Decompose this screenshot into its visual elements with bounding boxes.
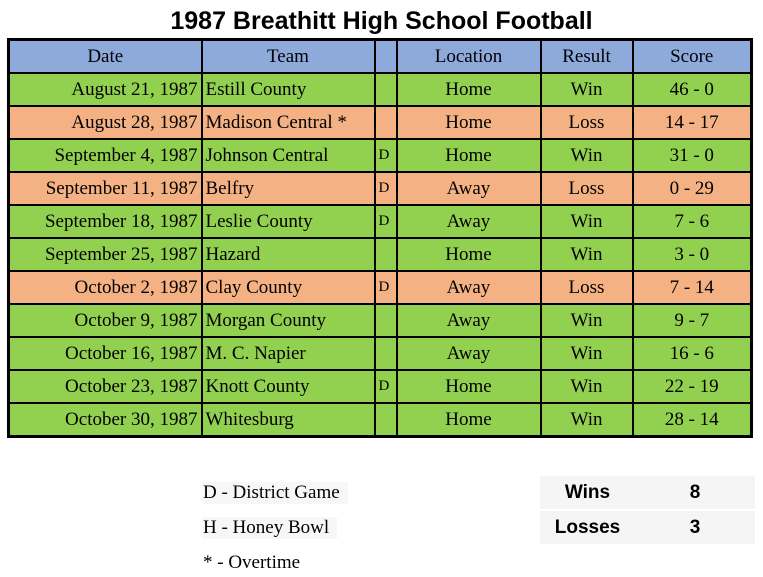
- game-team: Estill County: [202, 73, 375, 106]
- table-row: [9, 106, 752, 139]
- game-result: Win: [541, 139, 633, 172]
- column-header-date: Date: [9, 40, 202, 74]
- game-location: Home: [397, 403, 541, 437]
- game-result: Win: [541, 370, 633, 403]
- table-row: [9, 403, 752, 437]
- game-score: 22 - 19: [633, 370, 752, 403]
- game-score: 28 - 14: [633, 403, 752, 437]
- game-result: Loss: [541, 172, 633, 205]
- game-result: Win: [541, 205, 633, 238]
- table-row: [9, 205, 752, 238]
- game-date: September 11, 1987: [9, 172, 202, 205]
- game-score: 14 - 17: [633, 106, 752, 139]
- table-row: [9, 337, 752, 370]
- game-flag: [375, 73, 397, 106]
- game-date: October 9, 1987: [9, 304, 202, 337]
- game-date: September 4, 1987: [9, 139, 202, 172]
- losses-label: Losses: [554, 517, 621, 538]
- game-team: Clay County: [202, 271, 375, 304]
- game-location: Home: [397, 106, 541, 139]
- game-location: Home: [397, 370, 541, 403]
- table-row: [9, 73, 752, 106]
- game-team: Madison Central *: [202, 106, 375, 139]
- game-flag: [375, 106, 397, 139]
- table-row: [9, 238, 752, 271]
- game-date: October 23, 1987: [9, 370, 202, 403]
- game-date: August 21, 1987: [9, 73, 202, 106]
- table-row: [9, 304, 752, 337]
- game-score: 7 - 6: [633, 205, 752, 238]
- header-row: [9, 40, 752, 74]
- table-row: [9, 370, 752, 403]
- game-team: Leslie County: [202, 205, 375, 238]
- game-flag: [375, 304, 397, 337]
- game-date: September 25, 1987: [9, 238, 202, 271]
- game-team: Morgan County: [202, 304, 375, 337]
- wins-label: Wins: [564, 482, 611, 503]
- game-location: Away: [397, 205, 541, 238]
- game-flag: D: [375, 205, 397, 238]
- game-date: September 18, 1987: [9, 205, 202, 238]
- game-score: 3 - 0: [633, 238, 752, 271]
- game-team: Whitesburg: [202, 403, 375, 437]
- schedule-table: [7, 38, 753, 438]
- game-date: October 16, 1987: [9, 337, 202, 370]
- game-date: October 30, 1987: [9, 403, 202, 437]
- legend-overtime: * - Overtime: [203, 552, 301, 573]
- game-flag: D: [375, 271, 397, 304]
- game-location: Away: [397, 304, 541, 337]
- column-header-team: Team: [202, 40, 375, 74]
- game-flag: [375, 337, 397, 370]
- game-score: 9 - 7: [633, 304, 752, 337]
- game-team: Johnson Central: [202, 139, 375, 172]
- game-location: Away: [397, 172, 541, 205]
- game-team: Knott County: [202, 370, 375, 403]
- game-date: August 28, 1987: [9, 106, 202, 139]
- game-result: Loss: [541, 106, 633, 139]
- game-result: Win: [541, 337, 633, 370]
- game-result: Win: [541, 73, 633, 106]
- game-score: 46 - 0: [633, 73, 752, 106]
- game-result: Win: [541, 403, 633, 437]
- column-header-flag: [375, 40, 397, 74]
- game-date: October 2, 1987: [9, 271, 202, 304]
- losses-value: 3: [689, 517, 701, 538]
- legend-district: D - District Game: [203, 482, 348, 504]
- game-result: Win: [541, 238, 633, 271]
- table-row: [9, 271, 752, 304]
- game-flag: D: [375, 172, 397, 205]
- game-location: Away: [397, 271, 541, 304]
- column-header-result: Result: [541, 40, 633, 74]
- game-score: 31 - 0: [633, 139, 752, 172]
- game-location: Home: [397, 238, 541, 271]
- table-row: [9, 172, 752, 205]
- game-team: Hazard: [202, 238, 375, 271]
- game-score: 7 - 14: [633, 271, 752, 304]
- game-flag: D: [375, 139, 397, 172]
- game-result: Loss: [541, 271, 633, 304]
- table-row: [9, 139, 752, 172]
- game-flag: [375, 403, 397, 437]
- game-score: 16 - 6: [633, 337, 752, 370]
- game-result: Win: [541, 304, 633, 337]
- column-header-location: Location: [397, 40, 541, 74]
- game-flag: [375, 238, 397, 271]
- game-location: Home: [397, 73, 541, 106]
- wins-value: 8: [689, 482, 701, 503]
- column-header-score: Score: [633, 40, 752, 74]
- game-team: M. C. Napier: [202, 337, 375, 370]
- game-flag: D: [375, 370, 397, 403]
- game-team: Belfry: [202, 172, 375, 205]
- legend-honey-bowl: H - Honey Bowl: [203, 517, 337, 539]
- page-title: 1987 Breathitt High School Football: [170, 7, 593, 35]
- game-score: 0 - 29: [633, 172, 752, 205]
- game-location: Away: [397, 337, 541, 370]
- game-location: Home: [397, 139, 541, 172]
